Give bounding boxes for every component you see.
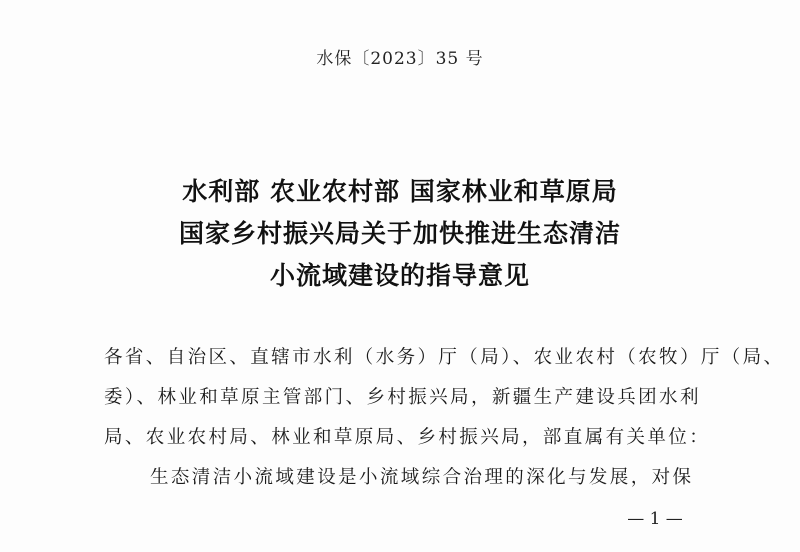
document-title-line-3: 小流域建设的指导意见 <box>269 261 530 290</box>
body-text-line-3: 局、农业农村局、林业和草原局、乡村振兴局，部直属有关单位： <box>104 427 711 448</box>
document-title-line-1: 水利部 农业农村部 国家林业和草原局 <box>182 177 618 206</box>
document-number: 水保〔2023〕35 号 <box>316 49 484 69</box>
body-text-line-1: 各省、自治区、直辖市水利（水务）厅（局）、农业农村（农牧）厅（局、 <box>104 347 785 368</box>
body-text-line-4: 生态清洁小流域建设是小流域综合治理的深化与发展，对保 <box>150 467 694 488</box>
document-title-line-2: 国家乡村振兴局关于加快推进生态清洁 <box>178 219 621 248</box>
page-number: — 1 — <box>627 509 683 529</box>
body-text-line-2: 委）、林业和草原主管部门、乡村振兴局，新疆生产建设兵团水利 <box>104 387 701 408</box>
